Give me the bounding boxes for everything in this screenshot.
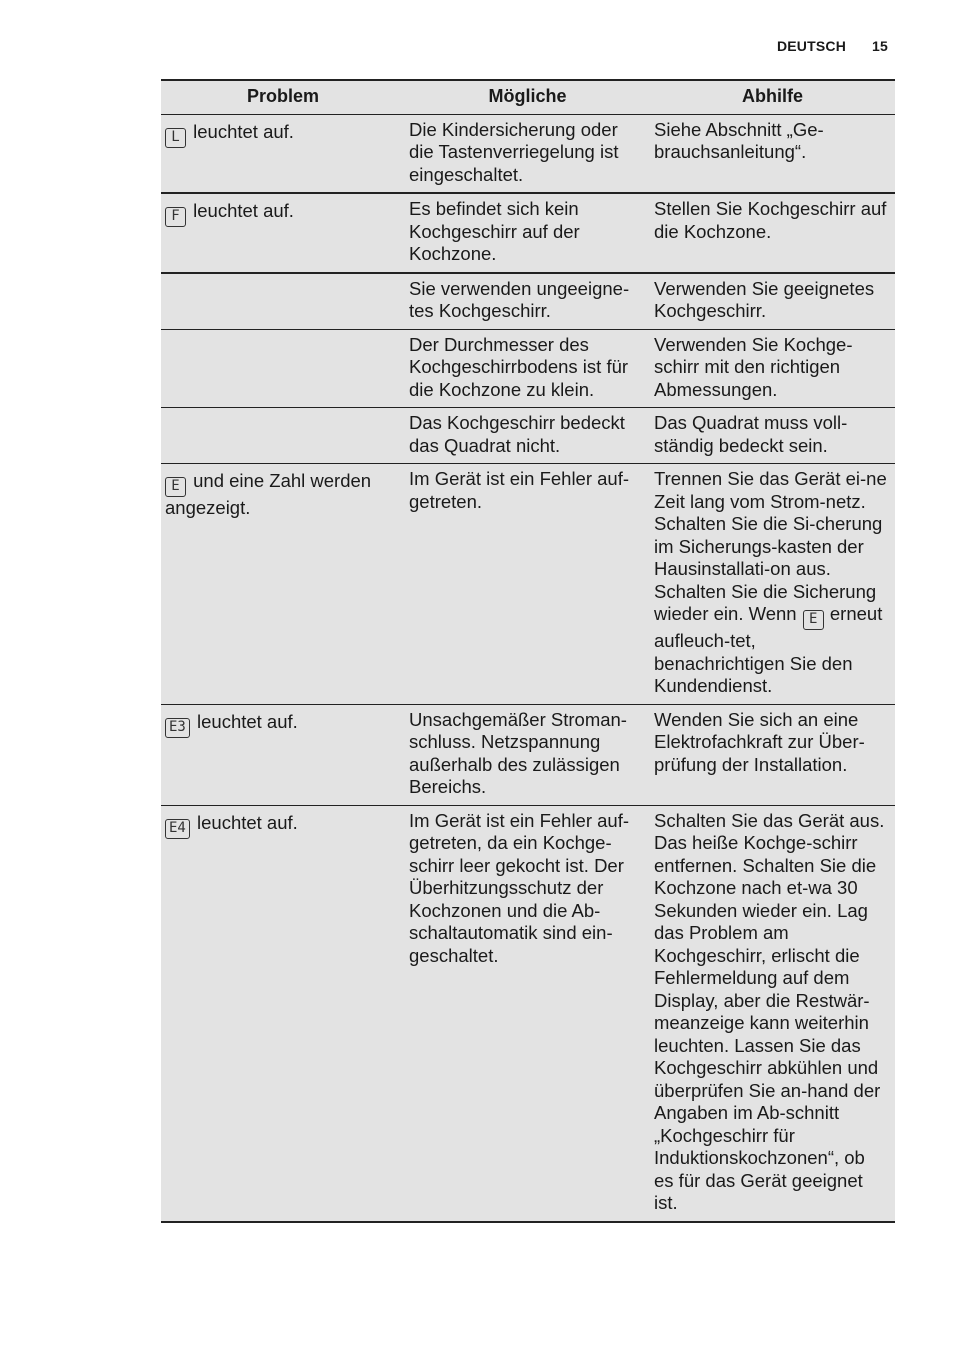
cause-cell: Der Durchmesser des Kochgeschirrbodens ist für die Kochzone zu klein. — [405, 329, 650, 408]
cause-cell: Unsachgemäßer Stroman-schluss. Netzspannung außerhalb des zulässigen Bereichs. — [405, 704, 650, 805]
table-row — [161, 329, 895, 408]
remedy-cell — [650, 464, 895, 705]
problem-cell — [161, 464, 405, 705]
running-header — [777, 38, 888, 54]
problem-text: leuchtet auf. — [197, 710, 298, 732]
cause-cell: Im Gerät ist ein Fehler auf-getreten, da ein Kochge-schirr leer gekocht ist. Der Überhitzungsschutz der Kochzonen und die Ab-schaltautomatik sind ein-geschaltet. — [405, 805, 650, 1222]
remedy-cell: Siehe Abschnitt „Ge-brauchsanleitung“. — [650, 114, 895, 193]
table-row — [161, 408, 895, 464]
problem-cell — [161, 273, 405, 330]
cause-cell: Die Kindersicherung oder die Tastenverriegelung ist eingeschaltet. — [405, 114, 650, 193]
table-row — [161, 273, 895, 330]
remedy-cell: Das Quadrat muss voll-ständig bedeckt sein. — [650, 408, 895, 464]
remedy-text: Trennen Sie das Gerät ei-ne Zeit lang vom Strom-netz. Schalten Sie die Si-cherung im Sicherungs-kasten der Hausinstallati-on aus. Schalten Sie die Sicherung wieder ein. Wenn — [654, 468, 887, 624]
problem-cell — [161, 408, 405, 464]
display-symbol-icon: E4 — [165, 819, 190, 839]
column-header-remedy: Abhilfe — [650, 80, 895, 114]
display-symbol-icon: E — [165, 477, 186, 497]
table-row — [161, 704, 895, 805]
problem-cell — [161, 704, 405, 805]
troubleshooting-table — [161, 79, 895, 1223]
remedy-cell: Wenden Sie sich an eine Elektrofachkraft zur Über-prüfung der Installation. — [650, 704, 895, 805]
cause-cell: Im Gerät ist ein Fehler auf-getreten. — [405, 464, 650, 705]
table-row — [161, 464, 895, 705]
language-label: DEUTSCH — [776, 38, 847, 54]
table-row — [161, 114, 895, 193]
remedy-cell: Stellen Sie Kochgeschirr auf die Kochzone. — [650, 193, 895, 273]
display-symbol-icon: L — [165, 128, 186, 148]
problem-text: und eine Zahl werden angezeigt. — [165, 470, 372, 518]
problem-cell — [161, 193, 405, 273]
cause-cell: Es befindet sich kein Kochgeschirr auf der Kochzone. — [405, 193, 650, 273]
problem-cell — [161, 329, 405, 408]
display-symbol-icon: E — [803, 610, 824, 630]
table-row — [161, 805, 895, 1222]
problem-cell — [161, 805, 405, 1222]
cause-cell: Sie verwenden ungeeigne-tes Kochgeschirr. — [405, 273, 650, 330]
column-header-problem: Problem — [161, 80, 405, 114]
table-header-row — [161, 80, 895, 114]
cause-cell: Das Kochgeschirr bedeckt das Quadrat nicht. — [405, 408, 650, 464]
remedy-cell: Verwenden Sie Kochge-schirr mit den richtigen Abmessungen. — [650, 329, 895, 408]
remedy-cell: Verwenden Sie geeignetes Kochgeschirr. — [650, 273, 895, 330]
remedy-cell: Schalten Sie das Gerät aus. Das heiße Kochge-schirr entfernen. Schalten Sie die Kochzone nach et-wa 30 Sekunden wieder ein. Lag das Problem am Kochgeschirr, erlischt die Fehlermeldung auf dem Display, aber die Restwär-meanzeige kann weiterhin leuchten. Lassen Sie das Kochgeschirr abkühlen und überprüfen Sie an-hand der Angaben im Ab-schnitt „Kochgeschirr für Induktionskochzonen“, ob es für das Gerät geeignet ist. — [650, 805, 895, 1222]
problem-text: leuchtet auf. — [197, 811, 298, 833]
page-number: 15 — [872, 38, 888, 54]
display-symbol-icon: E3 — [165, 718, 190, 738]
problem-text: leuchtet auf. — [193, 120, 294, 142]
column-header-cause: Mögliche — [405, 80, 650, 114]
problem-text: leuchtet auf. — [193, 200, 294, 221]
table-row — [161, 193, 895, 273]
remedy-text-continued: erneut aufleuch-tet, benachrichtigen Sie den Kundendienst. — [654, 603, 883, 696]
display-symbol-icon: F — [165, 207, 186, 227]
problem-cell — [161, 114, 405, 193]
